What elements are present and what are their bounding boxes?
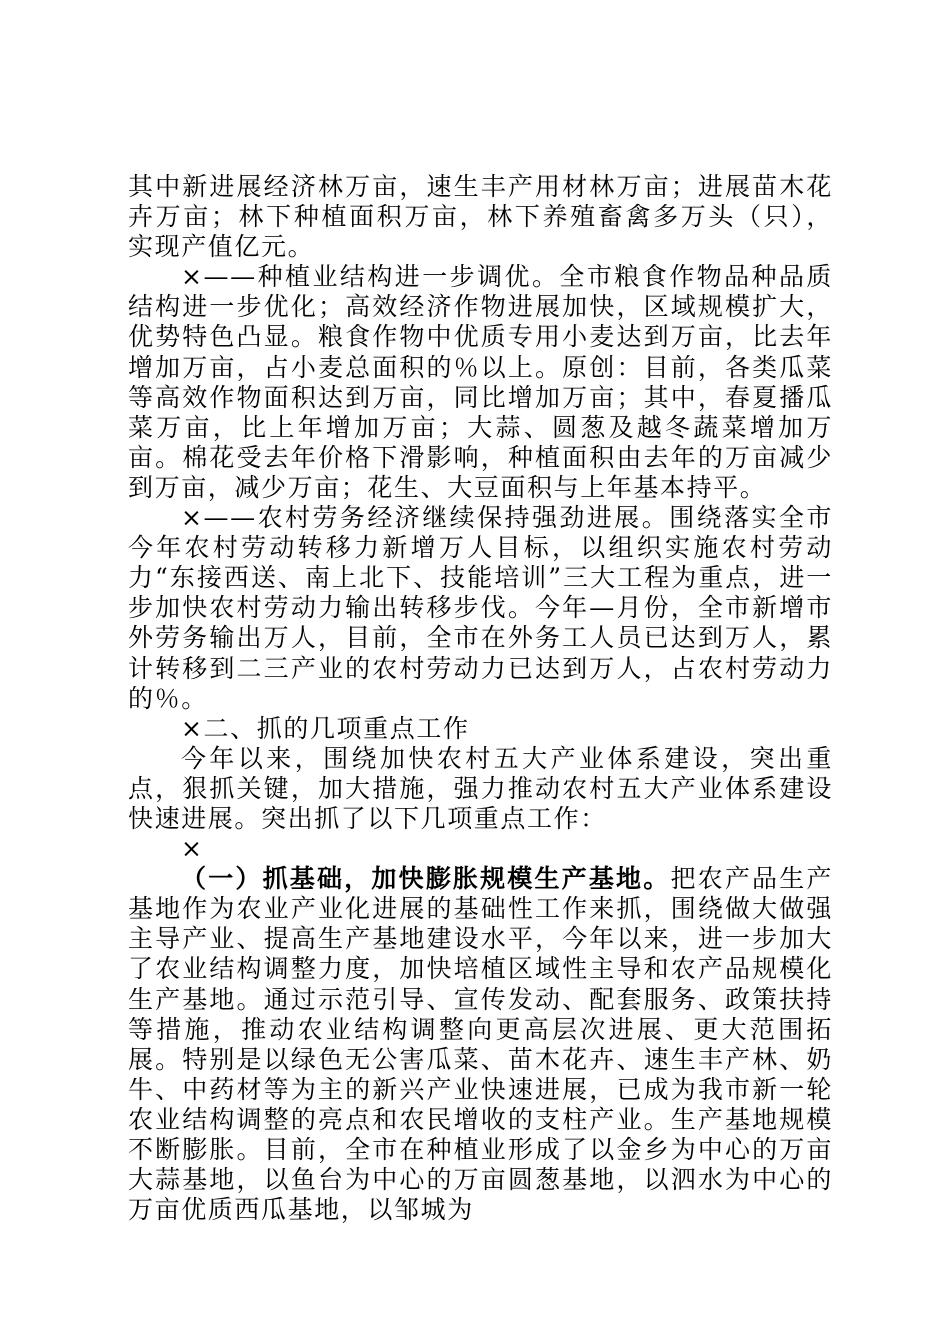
paragraph-marker: ×: [181, 834, 204, 864]
paragraph-key-work-intro: 今年以来，围绕加快农村五大产业体系建设，突出重点，狠抓关键，加大措施，强力推动农村五大产业体系建设快速进展。突出抓了以下几项重点工作：: [128, 743, 833, 833]
subsection-heading-production-base: （一）抓基础，加快膨胀规模生产基地。: [181, 864, 671, 894]
section-heading-key-work: ×二、抓的几项重点工作: [181, 713, 470, 743]
paragraph-forestry-output: 其中新进展经济林万亩，速生丰产用材林万亩；进展苗木花卉万亩；林下种植面积万亩，林下养殖畜禽多万头（只），实现产值亿元。: [128, 172, 833, 262]
paragraph-production-base: [128, 864, 833, 1225]
paragraph-planting-structure: ×——种植业结构进一步调优。全市粮食作物品种品质结构进一步优化；高效经济作物进展加快，区域规模扩大，优势特色凸显。粮食作物中优质专用小麦达到万亩，比去年增加万亩，占小麦总面积的％以上。原创：目前，各类瓜菜等高效作物面积达到万亩，同比增加万亩；其中，春夏播瓜菜万亩，比上年增加万亩；大蒜、圆葱及越冬蔬菜增加万亩。棉花受去年价格下滑影响，种植面积由去年的万亩减少到万亩，减少万亩；花生、大豆面积与上年基本持平。: [128, 262, 833, 502]
paragraph-labor-economy: ×——农村劳务经济继续保持强劲进展。围绕落实全市今年农村劳动转移力新增万人目标，以组织实施农村劳动力“东接西送、南上北下、技能培训”三大工程为重点，进一步加快农村劳动力输出转移步伐。今年—月份，全市新增市外劳务输出万人，目前，全市在外务工人员已达到万人，累计转移到二三产业的农村劳动力已达到万人，占农村劳动力的％。: [128, 503, 833, 713]
subsection-body-production-base: 把农产品生产基地作为农业产业化进展的基础性工作来抓，围绕做大做强主导产业、提高生产基地建设水平，今年以来，进一步加大了农业结构调整力度，加快培植区域性主导和农产品规模化生产基地。通过示范引导、宣传发动、配套服务、政策扶持等措施，推动农业结构调整向更高层次进展、更大范围拓展。特别是以绿色无公害瓜菜、苗木花卉、速生丰产林、奶牛、中药材等为主的新兴产业快速进展，已成为我市新一轮农业结构调整的亮点和农民增收的支柱产业。生产基地规模不断膨胀。目前，全市在种植业形成了以金乡为中心的万亩大蒜基地，以鱼台为中心的万亩圆葱基地，以泗水为中心的万亩优质西瓜基地，以邹城为: [128, 864, 833, 1225]
document-body: [128, 172, 833, 1225]
